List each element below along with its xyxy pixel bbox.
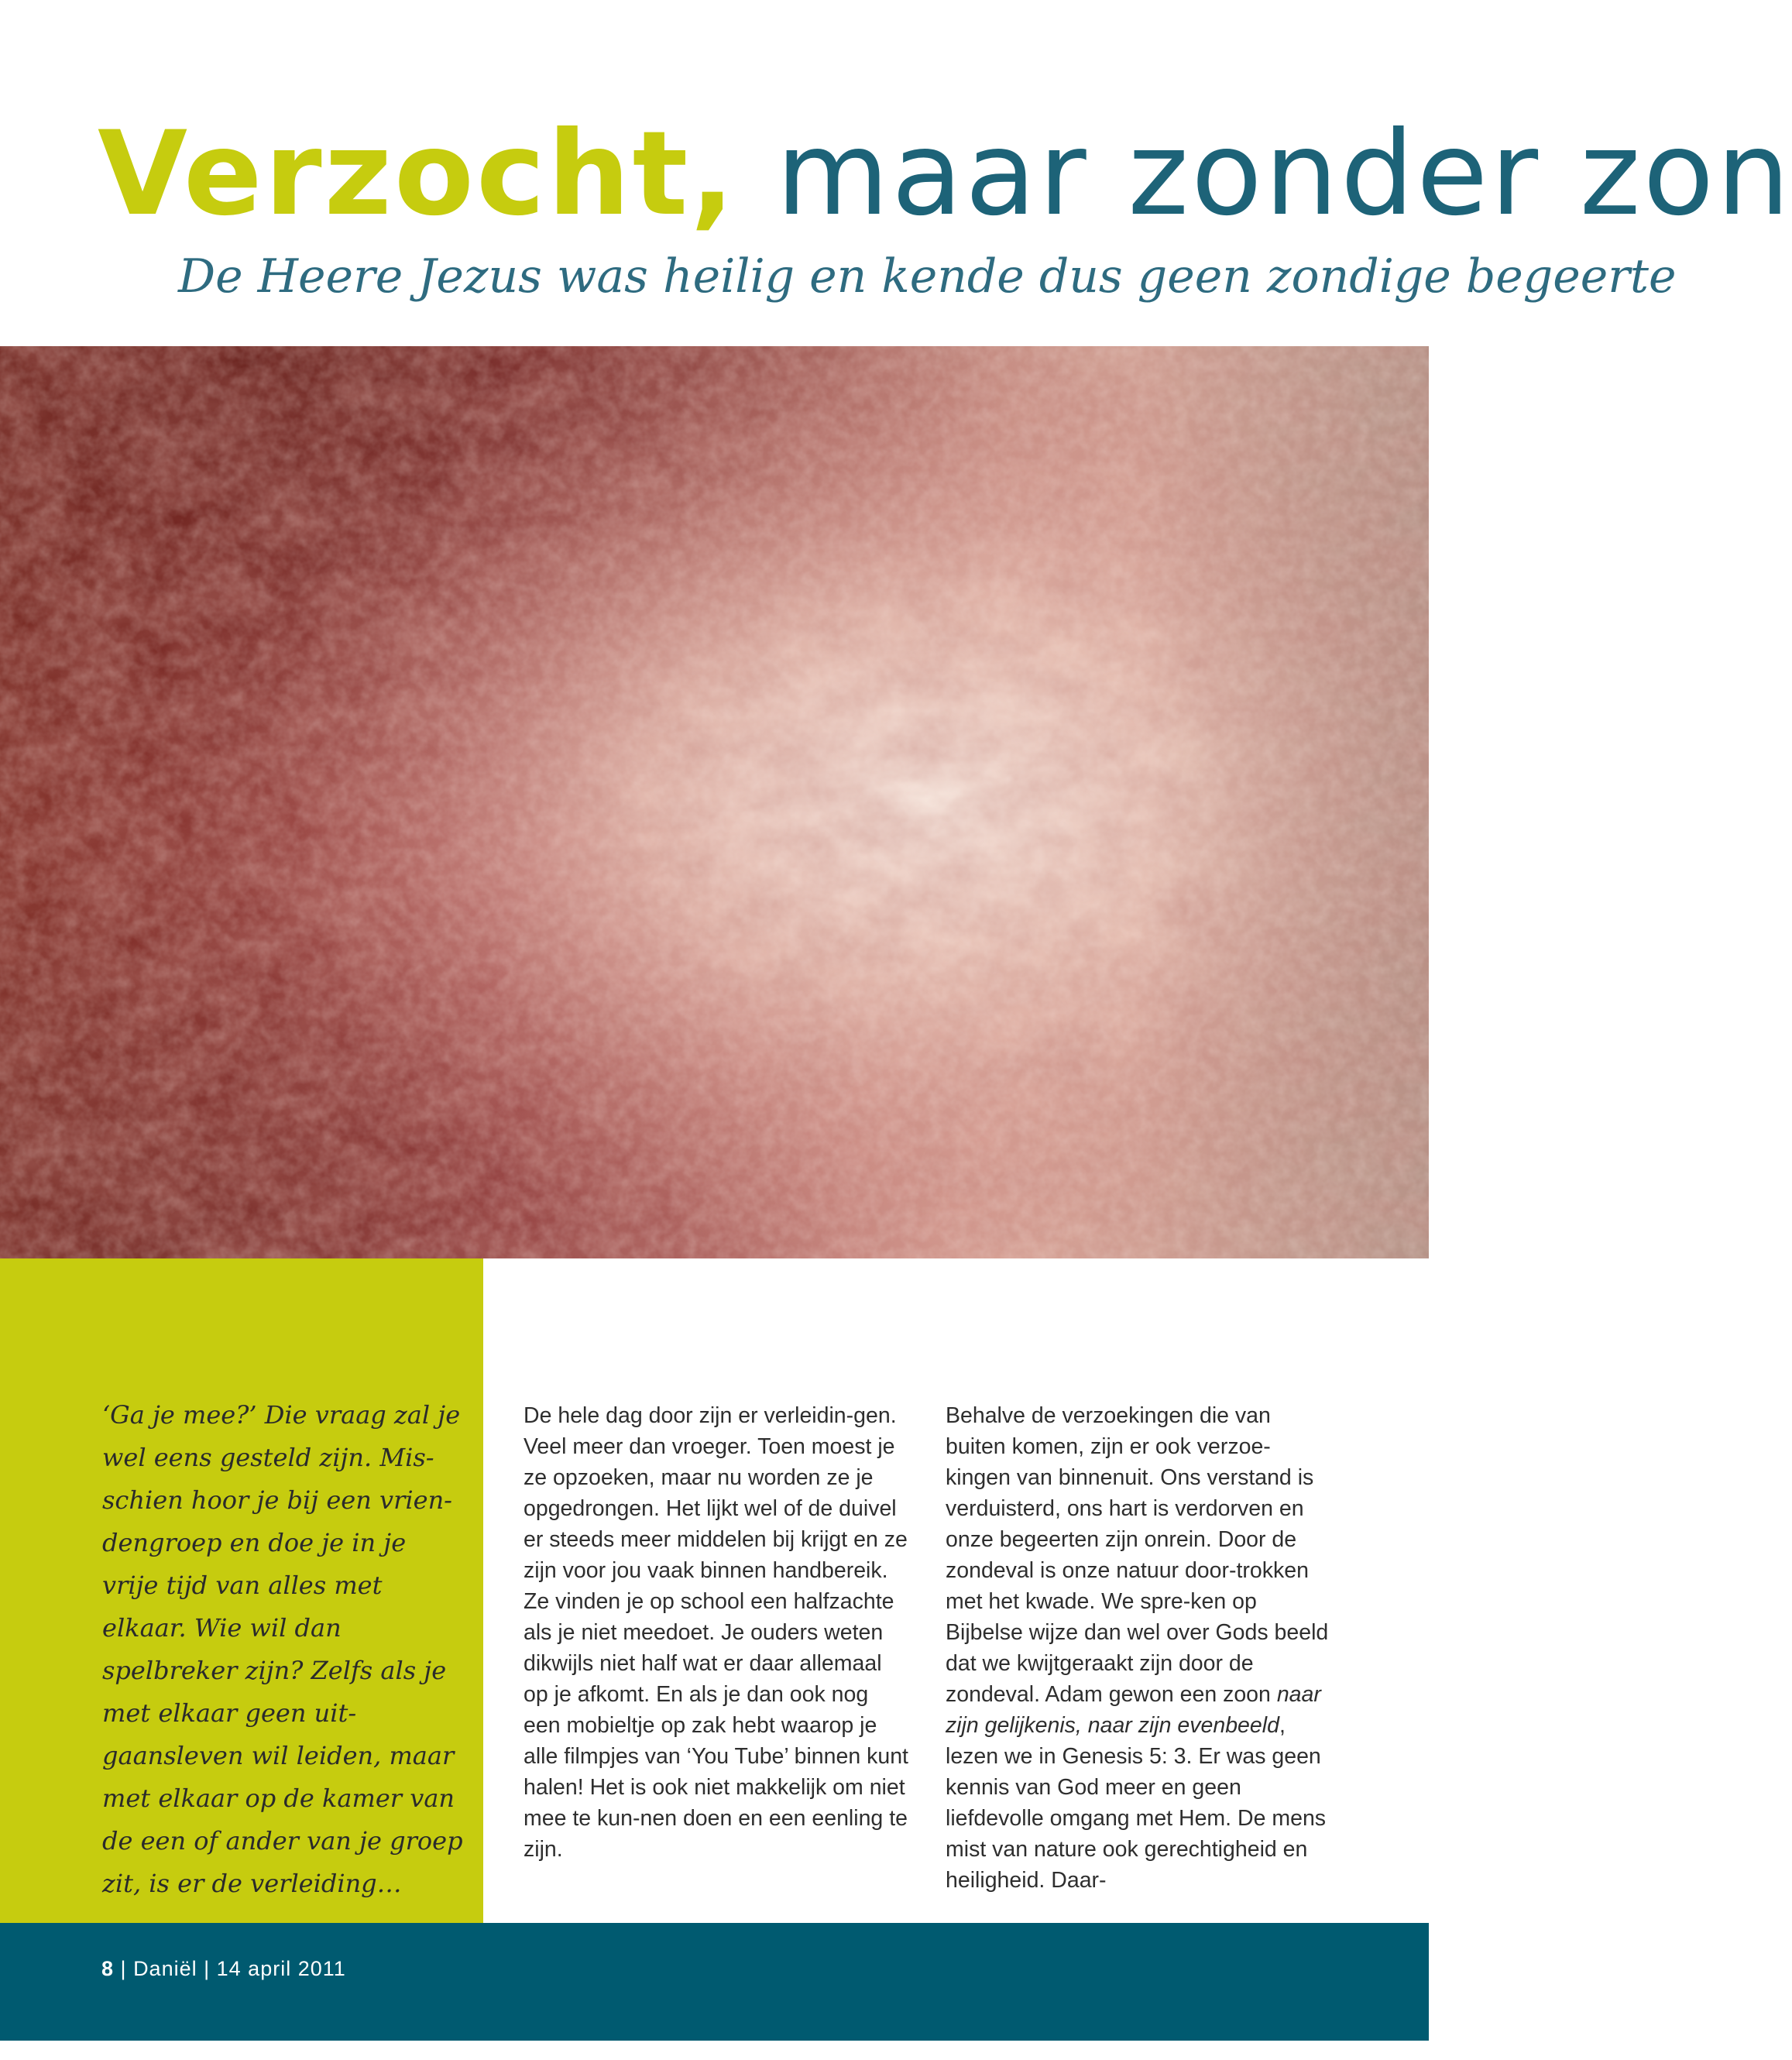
article-title bbox=[98, 107, 1792, 242]
issue-date: 14 april 2011 bbox=[216, 1957, 346, 1980]
hero-image bbox=[0, 346, 1429, 1258]
title-highlight: Verzocht, bbox=[98, 107, 737, 242]
magazine-name: Daniël bbox=[133, 1957, 197, 1980]
body-text-segment: , lezen we in Genesis 5: 3. Er was geen kennis van God meer en geen liefdevolle omgang met Hem. De mens mist van nature ook gerechtigheid en heiligheid. Daar- bbox=[946, 1713, 1327, 1893]
body-paragraph-2 bbox=[946, 1400, 1333, 1896]
page-number: 8 bbox=[101, 1957, 115, 1980]
footer-separator: | bbox=[197, 1957, 217, 1980]
body-paragraph-1: De hele dag door zijn er verleidin-gen. Veel meer dan vroeger. Toen moest je ze opzoeken, maar nu worden ze je opgedrongen. Het lijkt wel of de duivel er steeds meer middelen bij krijgt en ze zijn voor jou vaak binnen handbereik. Ze vinden je op school een halfzachte als je niet meedoet. Je ouders weten dikwijls niet half wat er daar allemaal op je afkomt. En als je dan ook nog een mobieltje op zak hebt waarop je alle filmpjes van ‘You Tube’ binnen kunt halen! Het is ook niet makkelijk om niet mee te kun-nen doen en een eenling te zijn. bbox=[524, 1403, 908, 1862]
footer-info bbox=[101, 1957, 346, 1981]
title-rest: maar zonder zon bbox=[776, 107, 1792, 242]
article-subtitle: De Heere Jezus was heilig en kende dus geen zondige begeerte bbox=[178, 249, 1677, 304]
body-column-1 bbox=[524, 1400, 911, 1865]
abstract-texture-illustration bbox=[0, 346, 1429, 1258]
body-text-segment: Behalve de verzoekingen die van buiten komen, zijn er ook verzoe-kingen van binnenuit. Ons verstand is verduisterd, ons hart is verdorven en onze begeerten zijn onrein. Door de zondeval is onze natuur door-trokken met het kwade. We spre-ken op Bijbelse wijze dan wel over Gods beeld dat we kwijtgeraakt zijn door de zondeval. Adam gewon een zoon bbox=[946, 1403, 1329, 1707]
body-column-2 bbox=[946, 1400, 1333, 1896]
footer-bar bbox=[0, 1923, 1429, 2041]
footer-separator: | bbox=[114, 1957, 134, 1980]
body-italic-quote: naar zijn gelijkenis, naar zijn evenbeeld bbox=[946, 1682, 1321, 1738]
intro-paragraph: ‘Ga je mee?’ Die vraag zal je wel eens gesteld zijn. Mis-schien hoor je bij een vrien-dengroep en doe je in je vrije tijd van alles met elkaar. Wie wil dan spelbreker zijn? Zelfs als je met elkaar geen uit-gaansleven wil leiden, maar met elkaar op de kamer van de een of ander van je groep zit, is er de verleiding… bbox=[102, 1400, 463, 1898]
